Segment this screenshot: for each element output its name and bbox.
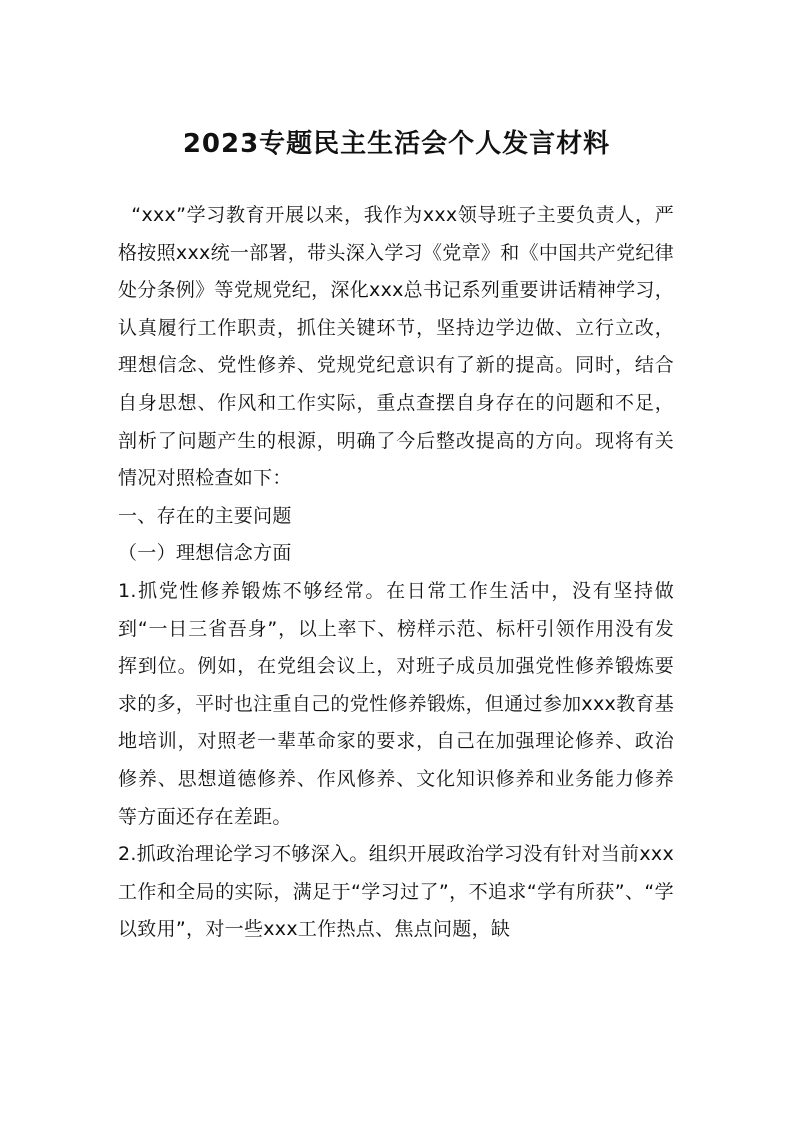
point-paragraph-1: 1.抓党性修养锻炼不够经常。在日常工作生活中，没有坚持做到“一日三省吾身”，以上率下、榜样示范、标杆引领作用没有发挥到位。例如，在党组会议上，对班子成员加强党性修养锻炼要求的多，平时也注重自己的党性修养锻炼，但通过参加xxx教育基地培训，对照老一辈革命家的要求，自己在加强理论修养、政治修养、思想道德修养、作风修养、文化知识修养和业务能力修养等方面还存在差距。 [118,579,674,828]
intro-paragraph: “xxx”学习教育开展以来，我作为xxx领导班子主要负责人，严格按照xxx统一部署，带头深入学习《党章》和《中国共产党纪律处分条例》等党规党纪，深化xxx总书记系列重要讲话精神学习，认真履行工作职责，抓住关键环节，坚持边学边做、立行立改，理想信念、党性修养、党规党纪意识有了新的提高。同时，结合自身思想、作风和工作实际，重点查摆自身存在的问题和不足，剖析了问题产生的根源，明确了今后整改提高的方向。现将有关情况对照检查如下： [118,204,674,490]
section-heading: 一、存在的主要问题 [118,504,292,527]
document-body [118,197,674,949]
subsection-heading: （一）理想信念方面 [118,542,292,565]
document-title: 2023专题民主生活会个人发言材料 [182,129,611,159]
point-paragraph-2: 2.抓政治理论学习不够深入。组织开展政治学习没有针对当前xxx工作和全局的实际，满足于“学习过了”，不追求“学有所获”、“学以致用”，对一些xxx工作热点、焦点问题，缺 [118,843,674,941]
